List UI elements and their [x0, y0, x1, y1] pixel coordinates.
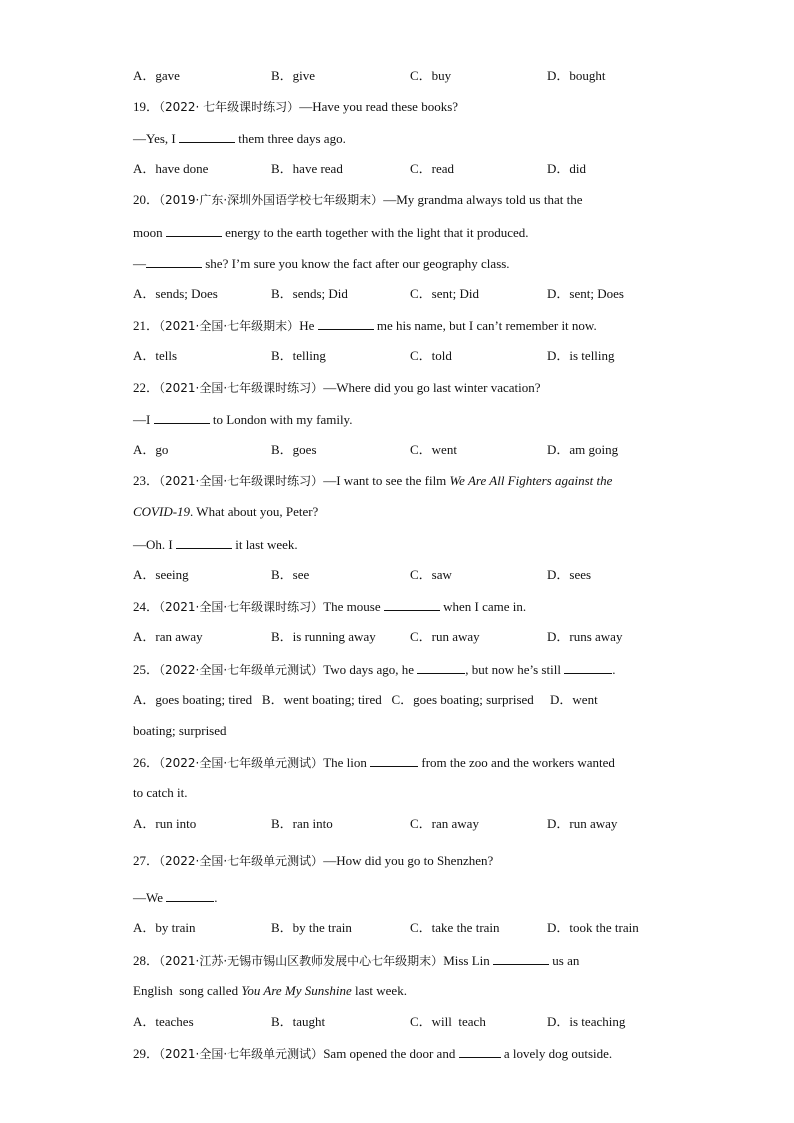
- q20-stem: [133, 192, 583, 208]
- q26-line2: to catch it.: [133, 785, 188, 800]
- film-title-cont: COVID-19: [133, 504, 191, 519]
- text-segment: , but now he’s still: [465, 662, 561, 677]
- text-segment: The lion: [323, 755, 367, 770]
- text-segment: us an: [552, 953, 580, 968]
- text-segment: .: [214, 890, 218, 905]
- q20-option-a[interactable]: A．sends; Does: [133, 286, 218, 301]
- q24-option-d[interactable]: D．runs away: [547, 629, 623, 644]
- q18-option-a[interactable]: A．gave: [133, 68, 180, 83]
- answer-blank[interactable]: [146, 255, 202, 268]
- question-number: 19．: [133, 99, 160, 114]
- q22-stem: [133, 380, 541, 396]
- q28-option-c[interactable]: C．will teach: [410, 1014, 486, 1029]
- q22-line2: [133, 411, 352, 427]
- q19-stem: [133, 99, 458, 115]
- text-segment: English song called: [133, 983, 242, 998]
- q22-option-d[interactable]: D．am going: [547, 442, 619, 457]
- question-source: （2021·全国·七年级课时练习）: [159, 600, 324, 614]
- answer-blank[interactable]: [417, 661, 465, 674]
- answer-blank[interactable]: [154, 411, 210, 424]
- q22-option-c[interactable]: C．went: [410, 442, 457, 457]
- question-source: （2022·全国·七年级单元测试）: [159, 756, 324, 770]
- q26-option-d[interactable]: D．run away: [547, 816, 618, 831]
- q22-option-b[interactable]: B．goes: [271, 442, 317, 457]
- q20-option-b[interactable]: B．sends; Did: [271, 286, 348, 301]
- q20-line2: [133, 224, 529, 240]
- question-number: 23．: [133, 473, 160, 488]
- text-segment: —Yes, I: [133, 131, 176, 146]
- q24-option-c[interactable]: C．run away: [410, 629, 480, 644]
- answer-blank[interactable]: [179, 130, 235, 143]
- q23-option-c[interactable]: C．saw: [410, 567, 452, 582]
- answer-blank[interactable]: [318, 317, 374, 330]
- question-number: 29．: [133, 1046, 160, 1061]
- question-text: —Have you read these books?: [299, 99, 459, 114]
- question-text: —How did you go to Shenzhen?: [323, 853, 494, 868]
- q23-line2: [133, 504, 318, 520]
- text-segment: a lovely dog outside.: [503, 1046, 613, 1061]
- answer-blank[interactable]: [166, 889, 214, 902]
- q19-option-c[interactable]: C．read: [410, 161, 455, 176]
- q18-option-d[interactable]: D．bought: [547, 68, 606, 83]
- question-source: （2022·全国·七年级单元测试）: [159, 854, 324, 868]
- text-segment: The mouse: [323, 599, 381, 614]
- q20-options: [133, 286, 693, 302]
- q26-option-a[interactable]: A．run into: [133, 816, 197, 831]
- text-segment: she? I’m sure you know the fact after our geography class.: [205, 256, 510, 271]
- text-segment: —We: [133, 890, 163, 905]
- q18-options: [133, 68, 693, 84]
- q27-option-d[interactable]: D．took the train: [547, 920, 639, 935]
- text-segment: last week.: [351, 983, 407, 998]
- text-segment: when I came in.: [443, 599, 527, 614]
- q21-option-b[interactable]: B．telling: [271, 348, 326, 363]
- question-number: 25．: [133, 662, 160, 677]
- q26-options: [133, 816, 693, 832]
- question-source: （2022·全国·七年级单元测试）: [159, 663, 324, 677]
- film-title: We Are All Fighters against the: [449, 473, 613, 488]
- text-segment: —I want to see the film: [323, 473, 450, 488]
- q28-option-a[interactable]: A．teaches: [133, 1014, 194, 1029]
- text-segment: Sam opened the door and: [323, 1046, 456, 1061]
- q23-option-a[interactable]: A．seeing: [133, 567, 189, 582]
- text-segment: from the zoo and the workers wanted: [421, 755, 615, 770]
- q24-options: [133, 629, 693, 645]
- q25-options-line1[interactable]: A．goes boating; tired B．went boating; tired C．goes boating; surprised D．went: [133, 692, 598, 707]
- text-segment: Two days ago, he: [323, 662, 414, 677]
- question-source: （2021·全国·七年级课时练习）: [159, 381, 324, 395]
- q26-option-b[interactable]: B．ran into: [271, 816, 333, 831]
- q23-option-b[interactable]: B．see: [271, 567, 310, 582]
- q23-stem: [133, 473, 612, 489]
- q28-line2: [133, 983, 407, 999]
- q21-option-d[interactable]: D．is telling: [547, 348, 615, 363]
- q28-stem: [133, 952, 579, 968]
- question-number: 27．: [133, 853, 160, 868]
- q27-option-a[interactable]: A．by train: [133, 920, 196, 935]
- text-segment: Miss Lin: [443, 953, 490, 968]
- text-segment: energy to the earth together with the light that it produced.: [225, 225, 529, 240]
- q19-line2: [133, 130, 346, 146]
- q27-options: [133, 920, 693, 936]
- text-segment: moon: [133, 225, 163, 240]
- q20-option-d[interactable]: D．sent; Does: [547, 286, 624, 301]
- q23-line3: [133, 536, 298, 552]
- q27-option-c[interactable]: C．take the train: [410, 920, 500, 935]
- q21-options: [133, 348, 693, 364]
- answer-blank[interactable]: [459, 1045, 501, 1058]
- q26-stem: [133, 754, 615, 770]
- q21-stem: [133, 317, 597, 333]
- q28-options: [133, 1014, 693, 1030]
- q23-option-d[interactable]: D．sees: [547, 567, 592, 582]
- question-source: （2021·全国·七年级课时练习）: [159, 474, 324, 488]
- q28-option-b[interactable]: B．taught: [271, 1014, 326, 1029]
- question-source: （2021·全国·七年级期末）: [159, 319, 300, 333]
- question-number: 20．: [133, 192, 160, 207]
- q18-option-b[interactable]: B．give: [271, 68, 316, 83]
- q24-option-a[interactable]: A．ran away: [133, 629, 203, 644]
- q23-options: [133, 567, 693, 583]
- q19-option-a[interactable]: A．have done: [133, 161, 209, 176]
- q27-stem: [133, 853, 493, 869]
- q27-option-b[interactable]: B．by the train: [271, 920, 352, 935]
- q24-option-b[interactable]: B．is running away: [271, 629, 376, 644]
- text-segment: He: [299, 318, 315, 333]
- question-number: 28．: [133, 953, 160, 968]
- text-segment: it last week.: [235, 537, 298, 552]
- question-text: —My grandma always told us that the: [383, 192, 583, 207]
- question-source: （2021·全国·七年级单元测试）: [159, 1047, 324, 1061]
- q25-options-line2[interactable]: boating; surprised: [133, 723, 227, 738]
- q18-option-c[interactable]: C．buy: [410, 68, 452, 83]
- q19-options: [133, 161, 693, 177]
- answer-blank[interactable]: [564, 661, 612, 674]
- text-segment: to London with my family.: [212, 412, 353, 427]
- q19-option-d[interactable]: D．did: [547, 161, 587, 176]
- text-segment: me his name, but I can’t remember it now.: [376, 318, 597, 333]
- question-number: 21．: [133, 318, 160, 333]
- answer-blank[interactable]: [384, 598, 440, 611]
- question-text: —Where did you go last winter vacation?: [323, 380, 541, 395]
- text-segment: . What about you, Peter?: [190, 504, 319, 519]
- question-source: （2019·广东·深圳外国语学校七年级期末）: [159, 193, 384, 207]
- q20-option-c[interactable]: C．sent; Did: [410, 286, 479, 301]
- q28-option-d[interactable]: D．is teaching: [547, 1014, 626, 1029]
- q19-option-b[interactable]: B．have read: [271, 161, 343, 176]
- text-segment: —Oh. I: [133, 537, 173, 552]
- text-segment: them three days ago.: [238, 131, 346, 146]
- q27-line2: [133, 889, 218, 905]
- text-segment: —I: [133, 412, 151, 427]
- answer-blank[interactable]: [370, 754, 418, 767]
- q29-stem: [133, 1045, 612, 1061]
- q21-option-c[interactable]: C．told: [410, 348, 452, 363]
- q25-stem: [133, 661, 615, 677]
- q21-option-a[interactable]: A．tells: [133, 348, 178, 363]
- text-segment: .: [612, 662, 616, 677]
- text-segment: —: [133, 256, 146, 271]
- question-number: 24．: [133, 599, 160, 614]
- question-number: 26．: [133, 755, 160, 770]
- question-number: 22．: [133, 380, 160, 395]
- q26-option-c[interactable]: C．ran away: [410, 816, 479, 831]
- song-title: You Are My Sunshine: [241, 983, 352, 998]
- question-source: （2022· 七年级课时练习）: [159, 100, 300, 114]
- q20-line3: [133, 255, 510, 271]
- answer-blank[interactable]: [176, 536, 232, 549]
- q24-stem: [133, 598, 526, 614]
- q22-option-a[interactable]: A．go: [133, 442, 169, 457]
- answer-blank[interactable]: [493, 952, 549, 965]
- q22-options: [133, 442, 693, 458]
- question-source: （2021·江苏·无锡市锡山区教师发展中心七年级期末）: [159, 954, 444, 968]
- answer-blank[interactable]: [166, 224, 222, 237]
